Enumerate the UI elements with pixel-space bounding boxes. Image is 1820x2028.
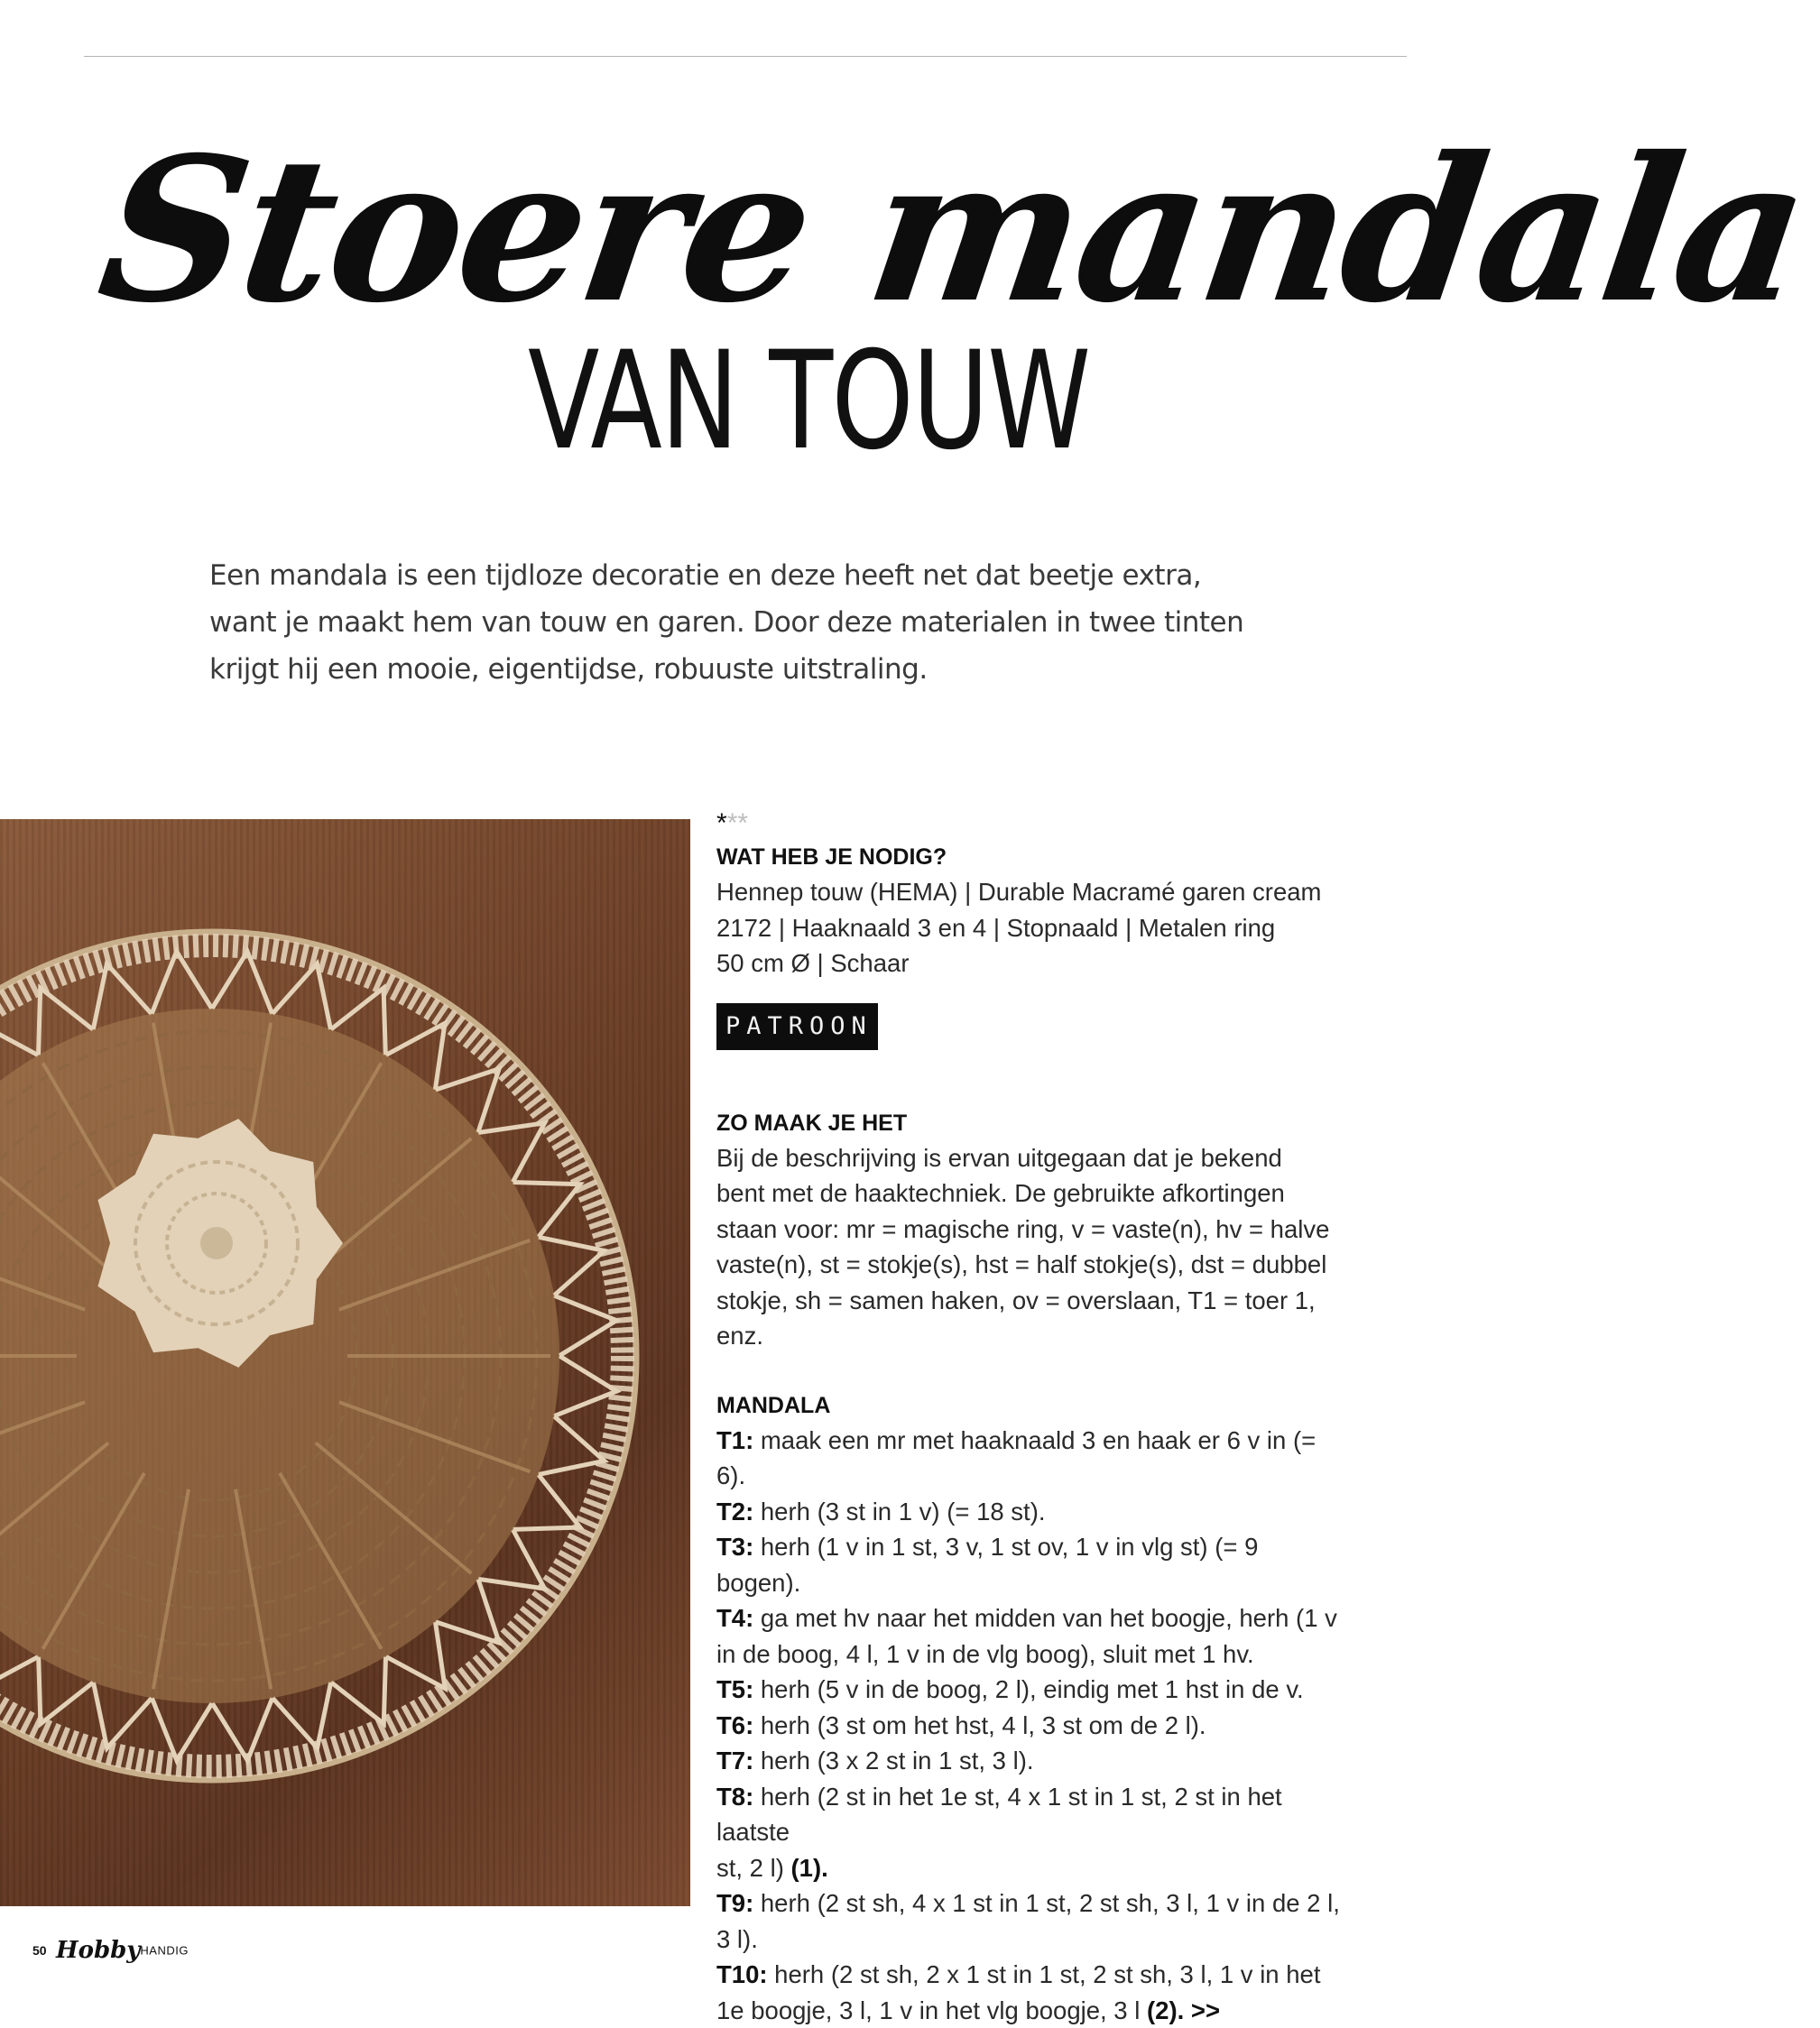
materials-line: Hennep touw (HEMA) | Durable Macramé garen cream — [716, 874, 1348, 910]
step-label: T1: — [716, 1426, 753, 1454]
pattern-step — [716, 1957, 1348, 1993]
title-subtitle-text: VAN TOUW — [528, 334, 1089, 469]
pattern-step — [716, 1636, 1348, 1673]
step-text: herh (3 x 2 st in 1 st, 3 l). — [753, 1747, 1033, 1774]
step-text: in de boog, 4 l, 1 v in de vlg boog), sluit met 1 hv. — [716, 1640, 1254, 1668]
difficulty-star-empty: ** — [727, 808, 748, 838]
howto-line: enz. — [716, 1318, 1348, 1354]
magazine-logo-suffix: HANDIG — [140, 1944, 189, 1958]
pattern-step — [716, 1850, 1348, 1886]
pattern-step — [716, 1993, 1348, 2028]
title-subtitle — [528, 334, 1181, 469]
materials-line: 2172 | Haaknaald 3 en 4 | Stopnaald | Metalen ring — [716, 910, 1348, 946]
step-label: T6: — [716, 1711, 753, 1739]
title-script: Stoere mandala — [86, 99, 1323, 361]
pattern-step — [716, 1779, 1348, 1850]
step-label: T9: — [716, 1889, 753, 1917]
howto-line: bent met de haaktechniek. De gebruikte afkortingen — [716, 1175, 1348, 1212]
step-text: herh (3 st in 1 v) (= 18 st). — [753, 1498, 1045, 1526]
step-reference: (1). — [791, 1854, 828, 1882]
pattern-step — [716, 1529, 1348, 1600]
lace-arch — [152, 1698, 212, 1760]
step-label: T8: — [716, 1783, 753, 1811]
page-footer — [32, 1937, 189, 1964]
mandala-heading: MANDALA — [716, 1388, 1348, 1423]
intro-paragraph — [209, 552, 1229, 693]
pattern-step — [716, 1494, 1348, 1530]
step-text: herh (2 st sh, 4 x 1 st in 1 st, 2 st sh, 3 l, 1 v in de 2 l, 3 l). — [716, 1889, 1340, 1953]
lace-arch — [152, 952, 212, 1014]
step-text: herh (5 v in de boog, 2 l), eindig met 1 hst in de v. — [753, 1675, 1303, 1703]
step-text: herh (1 v in 1 st, 3 v, 1 st ov, 1 v in vlg st) (= 9 bogen). — [716, 1533, 1258, 1597]
step-label: T2: — [716, 1498, 753, 1526]
step-text: ga met hv naar het midden van het boogje, herh (1 v — [753, 1604, 1337, 1632]
lace-arch — [212, 1698, 273, 1760]
step-text: maak een mr met haaknaald 3 en haak er 6 v in (= 6). — [716, 1426, 1316, 1490]
difficulty-rating — [716, 807, 1348, 840]
pattern-step — [716, 1600, 1348, 1636]
howto-line: staan voor: mr = magische ring, v = vaste(n), hv = halve — [716, 1212, 1348, 1248]
mandala-photo — [0, 819, 690, 1906]
howto-line: vaste(n), st = stokje(s), hst = half stokje(s), dst = dubbel — [716, 1247, 1348, 1283]
pattern-step — [716, 1672, 1348, 1708]
intro-line: want je maakt hem van touw en garen. Door deze materialen in twee tinten — [209, 599, 1229, 646]
lace-arch — [554, 1295, 616, 1356]
step-label: T3: — [716, 1533, 753, 1561]
step-reference: (2). >> — [1147, 1996, 1220, 2024]
lace-arch — [554, 1356, 616, 1416]
mandala-illustration — [0, 819, 690, 1906]
materials-line: 50 cm Ø | Schaar — [716, 945, 1348, 982]
step-text: 1e boogje, 3 l, 1 v in het vlg boogje, 3 l — [716, 1996, 1147, 2024]
step-text: herh (3 st om het hst, 4 l, 3 st om de 2 l). — [753, 1711, 1206, 1739]
content-column — [716, 807, 1348, 2028]
step-text: herh (2 st sh, 2 x 1 st in 1 st, 2 st sh, 3 l, 1 v in het — [768, 1960, 1321, 1988]
top-rule — [84, 56, 1407, 57]
step-label: T10: — [716, 1960, 768, 1988]
step-text: st, 2 l) — [716, 1854, 791, 1882]
magazine-logo: Hobby — [56, 1937, 140, 1964]
pattern-step — [716, 1885, 1348, 1957]
page-number: 50 — [32, 1943, 47, 1958]
step-text: herh (2 st in het 1e st, 4 x 1 st in 1 st, 2 st in het laatste — [716, 1783, 1282, 1847]
materials-list — [716, 874, 1348, 982]
howto-paragraph — [716, 1140, 1348, 1354]
doily-center — [200, 1227, 233, 1259]
howto-line: stokje, sh = samen haken, ov = overslaan, T1 = toer 1, — [716, 1283, 1348, 1319]
pattern-step — [716, 1423, 1348, 1494]
howto-line: Bij de beschrijving is ervan uitgegaan dat je bekend — [716, 1140, 1348, 1176]
pattern-steps — [716, 1423, 1348, 2028]
step-label: T7: — [716, 1747, 753, 1774]
howto-heading: ZO MAAK JE HET — [716, 1106, 1348, 1140]
intro-line: Een mandala is een tijdloze decoratie en deze heeft net dat beetje extra, — [209, 552, 1229, 599]
intro-line: krijgt hij een mooie, eigentijdse, robuuste uitstraling. — [209, 646, 1229, 693]
pattern-badge: PATROON — [716, 1003, 878, 1050]
materials-heading: WAT HEB JE NODIG? — [716, 840, 1348, 874]
pattern-step — [716, 1743, 1348, 1779]
pattern-step — [716, 1708, 1348, 1744]
step-label: T4: — [716, 1604, 753, 1632]
lace-arch — [212, 952, 273, 1014]
difficulty-star-filled: * — [716, 808, 727, 838]
step-label: T5: — [716, 1675, 753, 1703]
